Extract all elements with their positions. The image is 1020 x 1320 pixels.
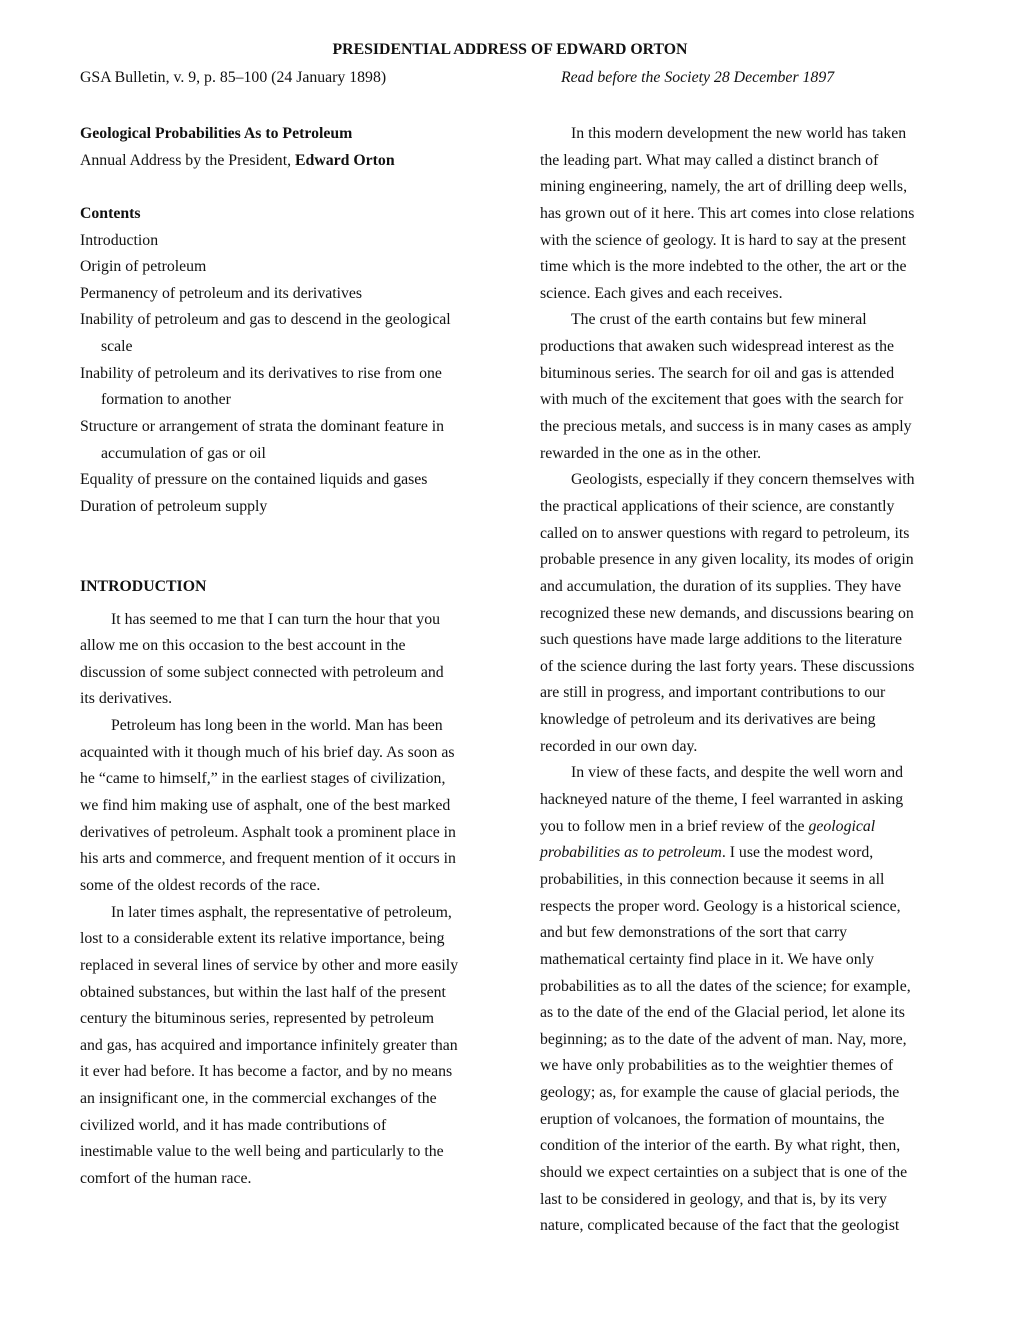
text-line: with much of the excitement that goes with the search for [540,391,904,409]
subtitle-prefix: Annual Address by the President, [80,151,295,169]
text-segment: you to follow men in a brief review of the [540,817,809,835]
text-line: called on to answer questions with regard to petroleum, its [540,524,910,542]
text-line: In view of these facts, and despite the well worn and [571,764,904,782]
address-heading: Geological Probabilities As to Petroleum [80,125,353,142]
text-line: comfort of the human race. [80,1169,252,1187]
text-line: has grown out of it here. This art comes into close relations [540,204,915,222]
text-line: obtained substances, but within the last half of the present [80,983,446,1001]
text-segment: . I use the modest word, [721,844,874,862]
contents-item [80,307,510,360]
paragraph [540,121,960,307]
contents-item-line: Equality of pressure on the contained liquids and gases [80,471,428,489]
introduction-heading: INTRODUCTION [80,577,207,595]
text-line: last to be considered in geology, and that is, by its very [540,1190,887,1208]
text-line: lost to a considerable extent its relative importance, being [80,930,445,948]
contents-item-line: Structure or arrangement of strata the dominant feature in [80,418,445,436]
contents-item [80,281,510,308]
text-line: geology; as, for example the cause of glacial periods, the [540,1084,900,1102]
text-line: Petroleum has long been in the world. Man has been [111,717,443,735]
text-line [540,814,960,841]
text-line: recognized these new demands, and discussions bearing on [540,604,914,622]
author-name: Edward Orton [295,151,395,169]
text-line: The crust of the earth contains but few mineral [571,311,867,329]
text-line: allow me on this occasion to the best account in the [80,637,406,655]
text-line [540,840,960,867]
citation: GSA Bulletin, v. 9, p. 85–100 (24 January 1898) [80,69,387,86]
contents-item-line: Inability of petroleum and gas to descend in the geological [80,311,451,329]
text-line: replaced in several lines of service by other and more easily [80,956,459,974]
text-line: its derivatives. [80,690,173,708]
contents-list [80,228,510,521]
text-line: with the science of geology. It is hard to say at the present [540,231,907,249]
text-line: Geologists, especially if they concern themselves with [571,471,915,489]
paragraph [80,713,510,899]
contents-item [80,467,510,494]
text-line: respects the proper word. Geology is a historical science, [540,897,901,915]
contents-item-line: Inability of petroleum and its derivatives to rise from one [80,364,442,382]
right-column [540,121,960,1240]
text-line: inestimable value to the well being and particularly to the [80,1143,444,1161]
right-column-body [540,121,960,1240]
text-line: probabilities, in this connection because it seems in all [540,870,885,888]
paragraph [80,607,510,714]
text-line: bituminous series. The search for oil and gas is attended [540,364,895,382]
text-line: In this modern development the new world has taken [571,125,907,142]
text-line: and gas, has acquired and importance infinitely greater than [80,1036,458,1054]
text-line: an insignificant one, in the commercial exchanges of the [80,1090,437,1108]
address-subtitle [80,148,510,175]
text-line: discussion of some subject connected with petroleum and [80,663,444,681]
text-line: probable presence in any given locality, its modes of origin [540,551,914,569]
paragraph [540,307,960,467]
text-line: probabilities as to all the dates of the science; for example, [540,977,911,995]
text-line: knowledge of petroleum and its derivatives are being [540,711,876,729]
text-line: acquainted with it though much of his brief day. As soon as [80,743,455,761]
contents-heading: Contents [80,204,141,222]
text-line: the leading part. What may called a distinct branch of [540,151,879,169]
text-line: and but few demonstrations of the sort that carry [540,924,848,942]
text-line: rewarded in the one as in the other. [540,444,762,462]
text-line: we have only probabilities as to the weightier themes of [540,1057,894,1075]
contents-item-line: accumulation of gas or oil [101,444,266,462]
contents-item-line: formation to another [101,391,231,409]
text-line: the practical applications of their science, are constantly [540,497,895,515]
text-line: time which is the more indebted to the other, the art or the [540,258,907,276]
contents-item-line: scale [101,338,133,356]
text-line: he “came to himself,” in the earliest stages of civilization, [80,770,446,788]
contents-item-line: Permanency of petroleum and its derivatives [80,284,363,302]
text-line: civilized world, and it has made contributions of [80,1116,387,1134]
text-line: some of the oldest records of the race. [80,876,321,894]
text-line: nature, complicated because of the fact that the geologist [540,1217,900,1235]
text-line: hackneyed nature of the theme, I feel warranted in asking [540,791,904,809]
contents-item [80,494,510,521]
text-line: of the science during the last forty years. These discussions [540,657,915,675]
contents-item-line: Duration of petroleum supply [80,497,268,515]
left-column [80,121,510,1193]
text-line: In later times asphalt, the representative of petroleum, [111,903,452,921]
document-title: PRESIDENTIAL ADDRESS OF EDWARD ORTON [332,41,688,58]
text-line: as to the date of the end of the Glacial period, let alone its [540,1004,905,1022]
text-line: It has seemed to me that I can turn the hour that you [111,610,441,628]
paragraph [540,760,960,1240]
italic-text: probabilities as to petroleum [540,844,722,862]
text-line: such questions have made large additions to the literature [540,631,903,649]
text-line: and accumulation, the duration of its supplies. They have [540,577,902,595]
contents-item [80,228,510,255]
contents-item [80,414,510,467]
contents-item-line: Origin of petroleum [80,258,207,276]
contents-item [80,361,510,414]
text-line: we find him making use of asphalt, one of the best marked [80,797,451,815]
paragraph [540,467,960,760]
contents-item [80,254,510,281]
text-line: productions that awaken such widespread interest as the [540,338,895,356]
text-line: derivatives of petroleum. Asphalt took a prominent place in [80,823,456,841]
read-before-note: Read before the Society 28 December 1897 [561,69,835,86]
text-line: should we expect certainties on a subject that is one of the [540,1163,908,1181]
text-line: century the bituminous series, represented by petroleum [80,1010,435,1028]
text-line: his arts and commerce, and frequent mention of it occurs in [80,850,456,868]
text-line: it ever had before. It has become a factor, and by no means [80,1063,453,1081]
text-line: mathematical certainty find place in it. We have only [540,950,874,968]
text-line: the precious metals, and success is in many cases as amply [540,418,912,436]
text-line: science. Each gives and each receives. [540,284,783,302]
text-line: mining engineering, namely, the art of drilling deep wells, [540,178,908,196]
contents-item-line: Introduction [80,231,159,249]
text-line: recorded in our own day. [540,737,698,755]
text-line: are still in progress, and important contributions to our [540,684,886,702]
text-line: beginning; as to the date of the advent of man. Nay, more, [540,1030,907,1048]
italic-text: geological [808,817,876,835]
text-line: condition of the interior of the earth. By what right, then, [540,1137,901,1155]
paragraph [80,900,510,1193]
text-line: eruption of volcanoes, the formation of mountains, the [540,1110,885,1128]
introduction-body [80,607,510,1193]
